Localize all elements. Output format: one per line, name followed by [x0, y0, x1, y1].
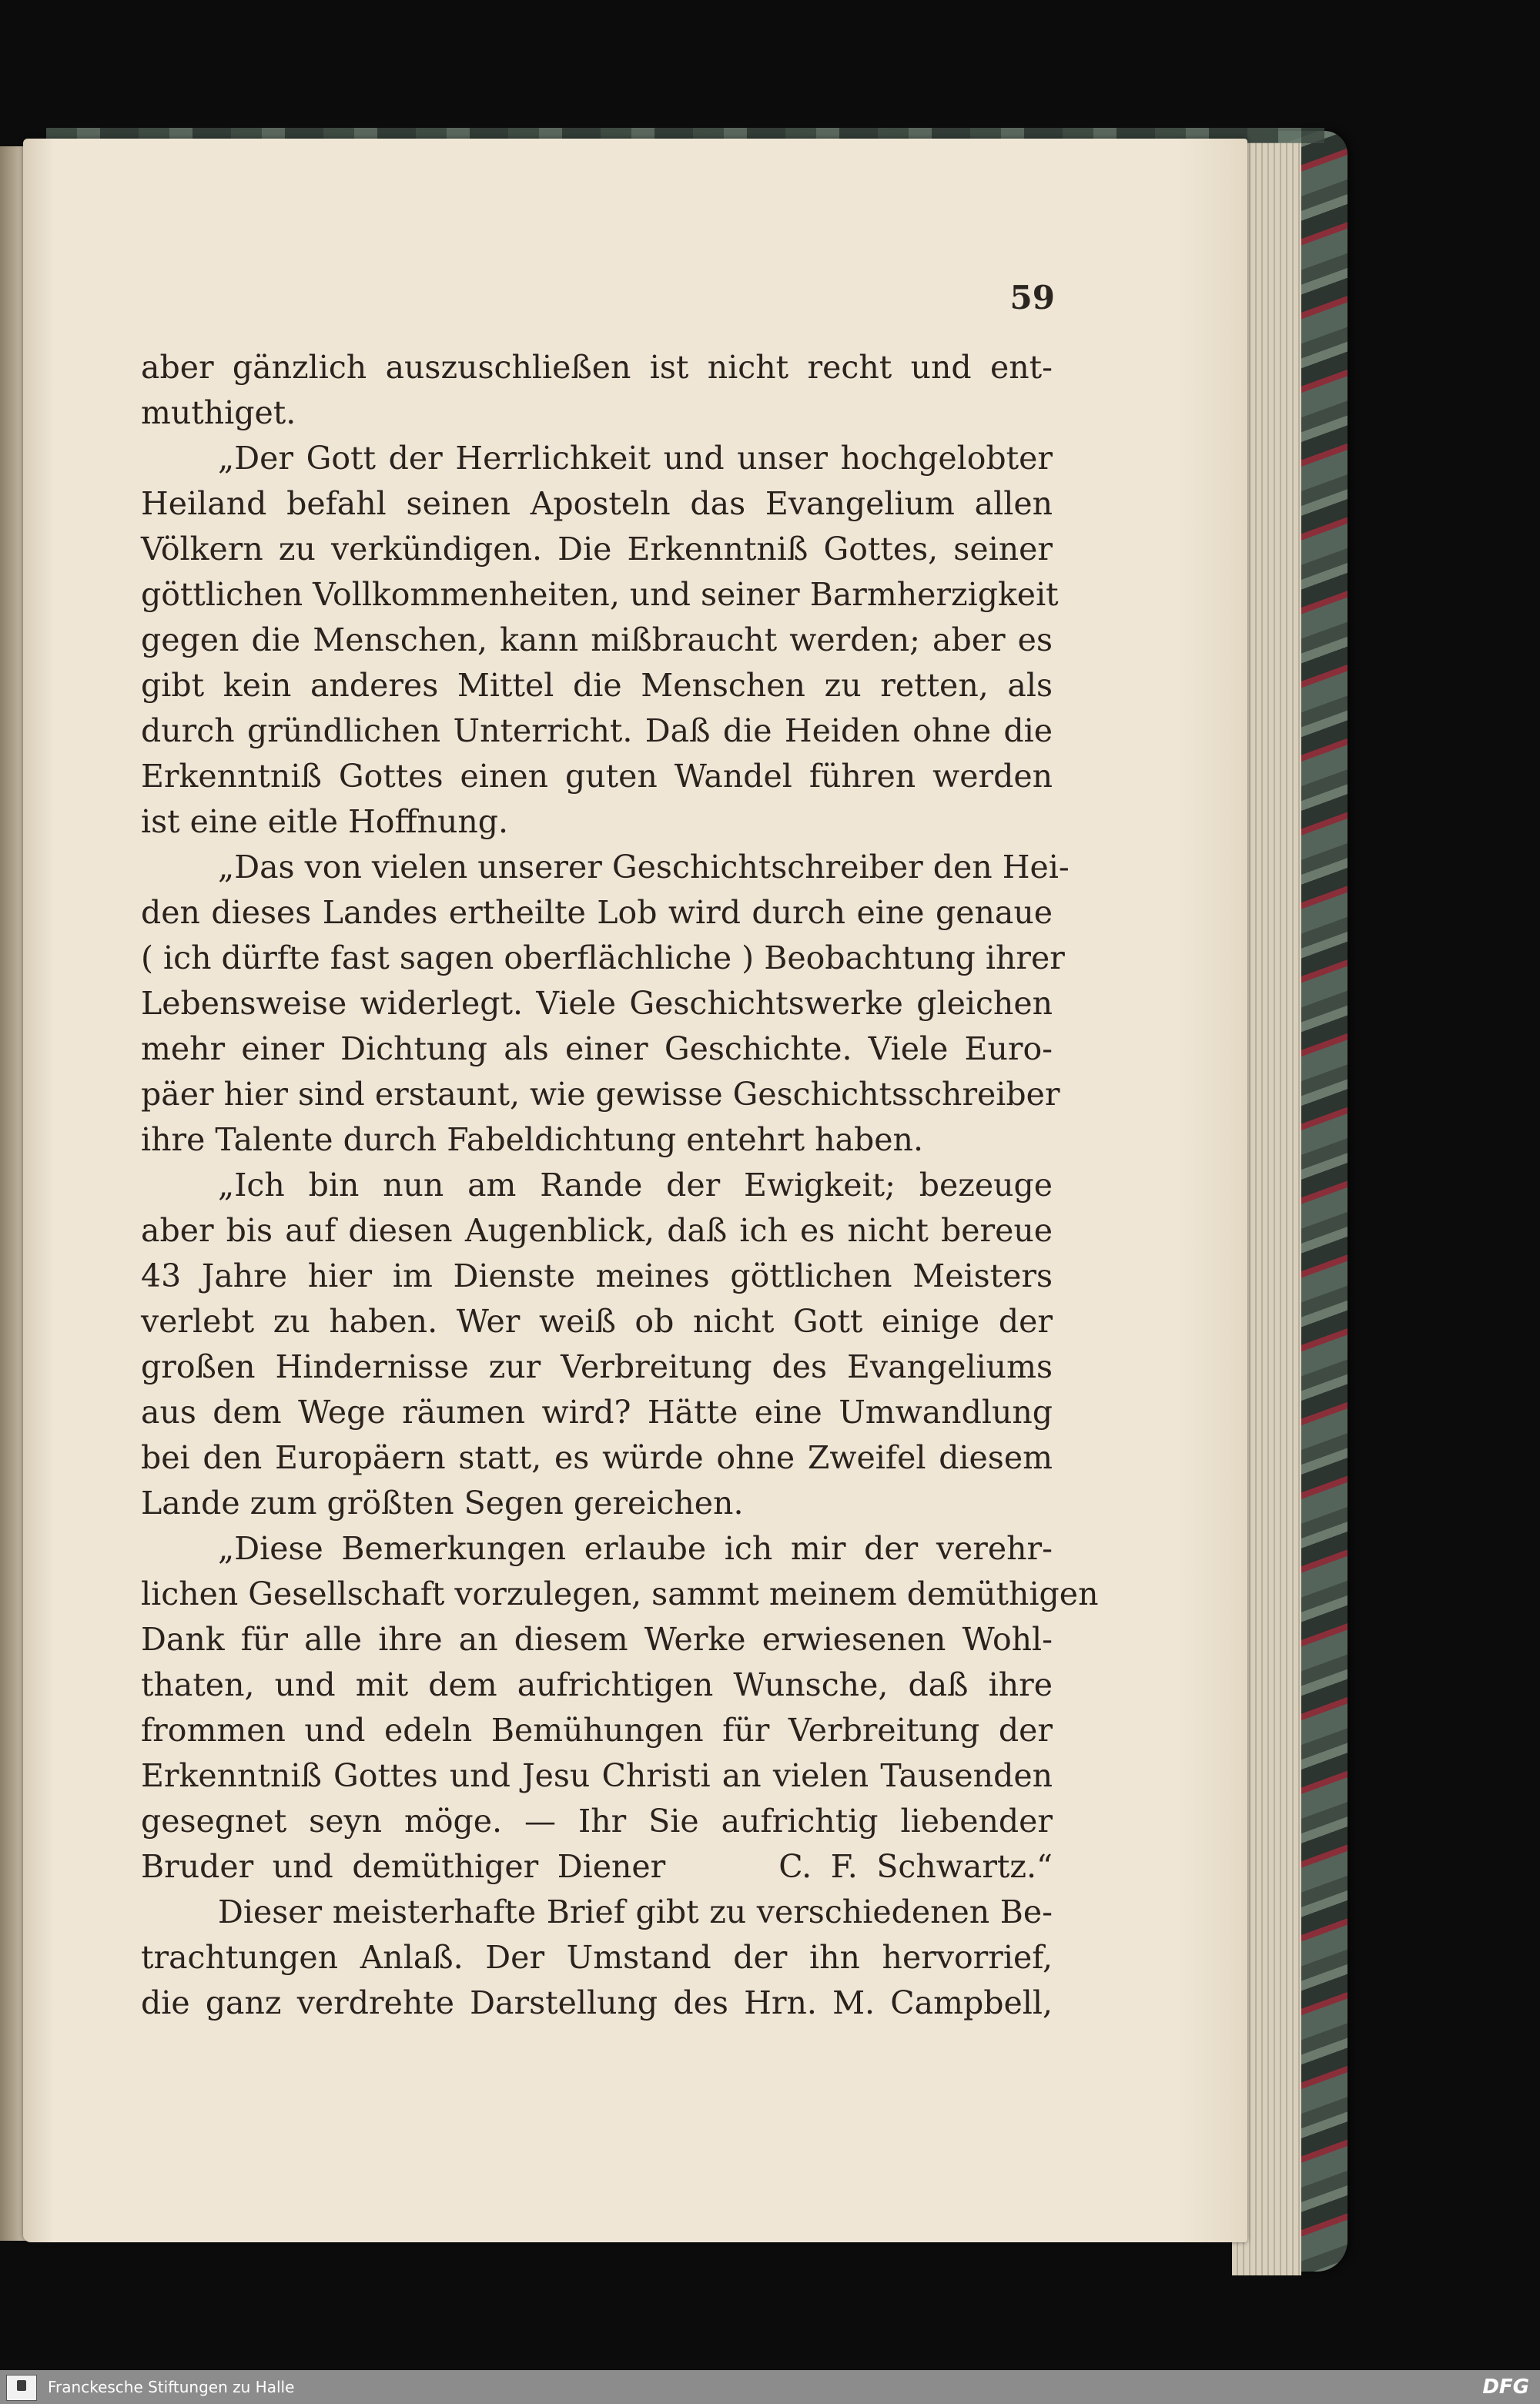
viewer-footer	[0, 2370, 1540, 2404]
text-line: muthiget.	[141, 394, 296, 431]
dfg-logo: DFG	[1482, 2376, 1529, 2399]
text-line: frommen und edeln Bemühungen für Verbreitung der	[141, 1712, 1053, 1749]
text-line: trachtungen Anlaß. Der Umstand der ihn hervorrief,	[141, 1939, 1053, 1976]
text-line: aber gänzlich auszuschließen ist nicht recht und ent-	[141, 349, 1053, 386]
text-line: den dieses Landes ertheilte Lob wird durch eine genaue	[141, 894, 1053, 931]
text-line: Heiland befahl seinen Aposteln das Evangelium allen	[141, 485, 1053, 522]
text-line: mehr einer Dichtung als einer Geschichte. Viele Euro-	[141, 1030, 1053, 1067]
text-line: großen Hindernisse zur Verbreitung des Evangeliums	[141, 1348, 1053, 1385]
text-line: Dieser meisterhafte Brief gibt zu verschiedenen Be-	[218, 1893, 1053, 1930]
text-line: göttlichen Vollkommenheiten, und seiner Barmherzigkeit	[141, 576, 1059, 613]
text-line: durch gründlichen Unterricht. Daß die Heiden ohne die	[141, 712, 1053, 749]
institution-name: Franckesche Stiftungen zu Halle	[48, 2378, 295, 2396]
text-line: aus dem Wege räumen wird? Hätte eine Umwandlung	[141, 1394, 1053, 1431]
text-line: Völkern zu verkündigen. Die Erkenntniß Gottes, seiner	[141, 531, 1053, 568]
text-line: „Der Gott der Herrlichkeit und unser hochgelobter	[218, 440, 1053, 477]
text-line: päer hier sind erstaunt, wie gewisse Geschichtsschreiber	[141, 1076, 1060, 1113]
text-line: Erkenntniß Gottes einen guten Wandel führen werden	[141, 758, 1053, 795]
institution-logo-icon	[6, 2375, 37, 2401]
text-line: 43 Jahre hier im Dienste meines göttlichen Meisters	[141, 1257, 1053, 1294]
text-line: Bruder und demüthiger Diener C. F. Schwartz.“	[141, 1848, 1053, 1885]
page-text	[141, 345, 1099, 2026]
text-line: lichen Gesellschaft vorzulegen, sammt meinem demüthigen	[141, 1575, 1099, 1612]
text-line: thaten, und mit dem aufrichtigen Wunsche, daß ihre	[141, 1666, 1053, 1703]
text-line: „Diese Bemerkungen erlaube ich mir der verehr-	[218, 1530, 1053, 1567]
text-line: verlebt zu haben. Wer weiß ob nicht Gott einige der	[141, 1303, 1053, 1340]
text-line: gibt kein anderes Mittel die Menschen zu retten, als	[141, 667, 1053, 704]
text-line: Lebensweise widerlegt. Viele Geschichtswerke gleichen	[141, 985, 1053, 1022]
text-line: bei den Europäern statt, es würde ohne Zweifel diesem	[141, 1439, 1053, 1476]
text-line: ist eine eitle Hoffnung.	[141, 803, 509, 840]
text-line: „Ich bin nun am Rande der Ewigkeit; bezeuge	[218, 1167, 1053, 1204]
text-line: ( ich dürfte fast sagen oberflächliche ) Beobachtung ihrer	[141, 939, 1065, 976]
page-number: 59	[1009, 279, 1055, 316]
text-line: Lande zum größten Segen gereichen.	[141, 1485, 744, 1522]
text-line: gegen die Menschen, kann mißbraucht werden; aber es	[141, 621, 1053, 658]
text-line: gesegnet seyn möge. — Ihr Sie aufrichtig liebender	[141, 1803, 1053, 1840]
text-line: aber bis auf diesen Augenblick, daß ich es nicht bereue	[141, 1212, 1053, 1249]
text-line: Dank für alle ihre an diesem Werke erwiesenen Wohl-	[141, 1621, 1053, 1658]
text-line: Erkenntniß Gottes und Jesu Christi an vielen Tausenden	[141, 1757, 1053, 1794]
text-line: die ganz verdrehte Darstellung des Hrn. M. Campbell,	[141, 1984, 1053, 2021]
text-line: ihre Talente durch Fabeldichtung entehrt haben.	[141, 1121, 923, 1158]
text-line: „Das von vielen unserer Geschichtschreiber den Hei-	[218, 849, 1070, 886]
